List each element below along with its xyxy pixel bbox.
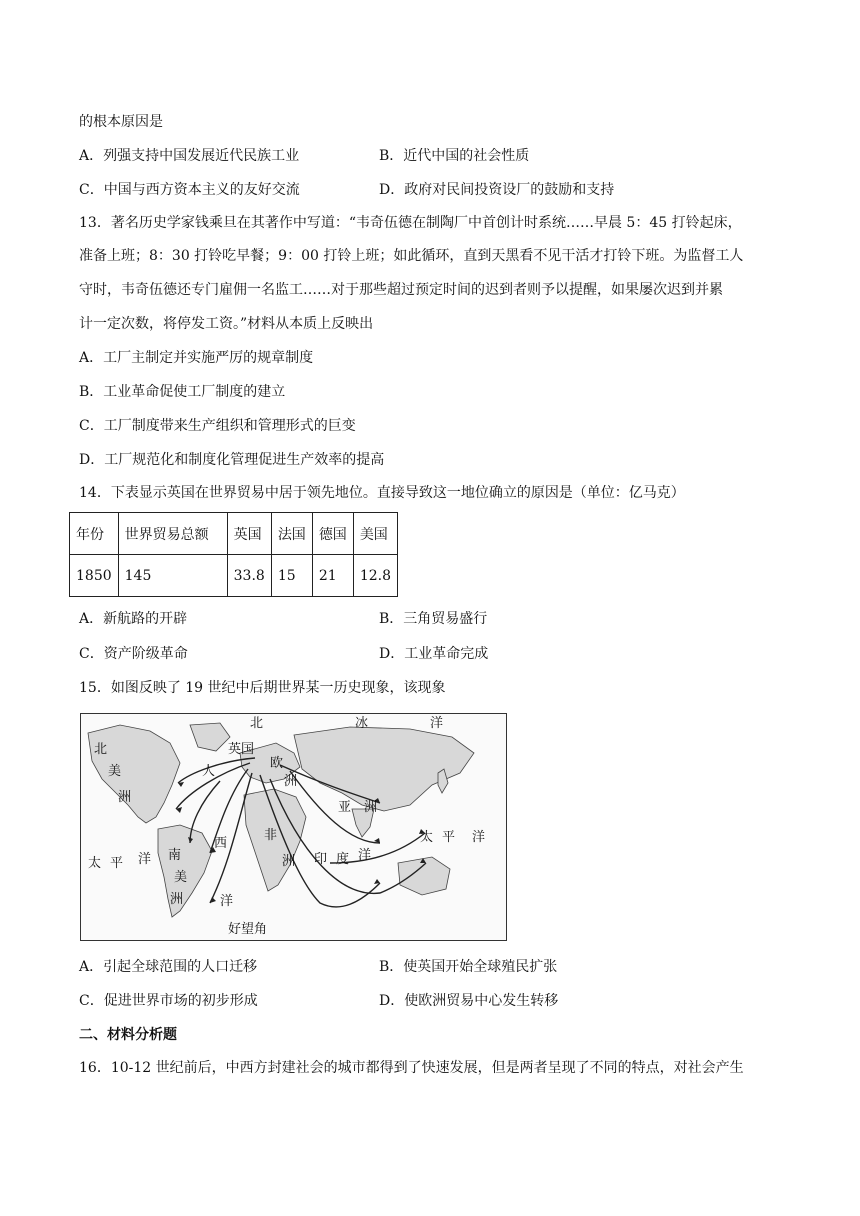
map-label-asia-1: 亚 [338, 800, 352, 815]
map-label-india: 印 [314, 852, 328, 867]
table-header-cell: 德国 [312, 513, 353, 555]
table-header-row [70, 513, 398, 555]
map-label-europe-1: 欧 [270, 756, 284, 771]
q13-option-d: D．工厂规范化和制度化管理促进生产效率的提高 [79, 452, 385, 468]
map-label-africa-2: 洲 [282, 854, 296, 869]
table-header-cell: 法国 [271, 513, 312, 555]
map-label-pacific-right-2: 平 [442, 830, 456, 845]
map-label-du: 度 [336, 852, 350, 867]
map-label-pacific-left-2: 平 [110, 856, 124, 871]
map-label-britain: 英国 [228, 742, 255, 757]
q15-option-b: B．使英国开始全球殖民扩张 [379, 959, 558, 975]
map-label-people: 人 [202, 764, 216, 779]
table-cell: 12.8 [353, 555, 397, 597]
q14-option-d: D．工业革命完成 [379, 646, 489, 662]
map-label-pacific-left-3: 洋 [138, 852, 152, 867]
q14-option-c: C．资产阶级革命 [79, 646, 188, 662]
map-label-cape: 好望角 [228, 922, 268, 937]
map-label-sa-3: 洲 [170, 892, 184, 907]
table-cell: 33.8 [227, 555, 271, 597]
map-label-west: 西 [214, 836, 228, 851]
map-label-pacific-right-3: 洋 [472, 830, 486, 845]
table-cell: 21 [312, 555, 353, 597]
map-label-africa-1: 非 [264, 828, 278, 843]
table-cell: 1850 [70, 555, 119, 597]
map-label-ice: 冰 [355, 716, 369, 731]
q13-stem-line-4: 计一定次数，将停发工资。”材料从本质上反映出 [79, 316, 374, 332]
map-label-pacific-left-1: 太 [88, 856, 102, 871]
map-label-sa-1: 南 [168, 848, 182, 863]
table-row [70, 555, 398, 597]
q14-option-a: A．新航路的开辟 [79, 611, 188, 627]
q13-option-b: B．工业革命促使工厂制度的建立 [79, 384, 286, 400]
q14-stem: 14．下表显示英国在世界贸易中居于领先地位。直接导致这一地位确立的原因是（单位：亿马克） [79, 485, 685, 501]
q12-option-a: A．列强支持中国发展近代民族工业 [79, 148, 300, 164]
q15-stem: 15．如图反映了 19 世纪中后期世界某一历史现象，该现象 [79, 680, 446, 696]
map-label-na-1: 北 [94, 742, 108, 757]
q13-option-a: A．工厂主制定并实施严厉的规章制度 [79, 350, 314, 366]
map-label-asia-2: 洲 [364, 800, 378, 815]
q13-stem-line-1: 13．著名历史学家钱乘旦在其著作中写道：“韦奇伍德在制陶厂中首创计时系统……早晨 5：45 打铃起床， [79, 215, 742, 231]
table-header-cell: 世界贸易总额 [118, 513, 227, 555]
table-cell: 145 [118, 555, 227, 597]
q13-option-c: C．工厂制度带来生产组织和管理形式的巨变 [79, 418, 356, 434]
table-cell: 15 [271, 555, 312, 597]
q13-stem-line-3: 守时，韦奇伍德还专门雇佣一名监工……对于那些超过预定时间的迟到者则予以提醒，如果屡次迟到并累 [79, 282, 723, 298]
q15-option-c: C．促进世界市场的初步形成 [79, 993, 258, 1009]
world-trade-map [80, 713, 507, 941]
section-heading: 二、材料分析题 [79, 1027, 177, 1043]
q15-option-a: A．引起全球范围的人口迁移 [79, 959, 258, 975]
map-label-north: 北 [250, 716, 264, 731]
map-label-ocean-top: 洋 [430, 716, 444, 731]
map-label-na-2: 美 [108, 764, 122, 779]
q12-option-c: C．中国与西方资本主义的友好交流 [79, 182, 300, 198]
q13-stem-line-2: 准备上班；8：30 打铃吃早餐；9：00 打铃上班；如此循环，直到天黑看不见干活才打铃下班。为监督工人 [79, 248, 744, 264]
table-header-cell: 年份 [70, 513, 119, 555]
map-label-sa-2: 美 [174, 870, 188, 885]
map-label-yang-atlantic: 洋 [220, 894, 234, 909]
trade-table [69, 512, 398, 597]
q12-option-d: D．政府对民间投资设厂的鼓励和支持 [379, 182, 615, 198]
q14-option-b: B．三角贸易盛行 [379, 611, 488, 627]
table-header-cell: 英国 [227, 513, 271, 555]
q16-stem: 16．10-12 世纪前后，中西方封建社会的城市都得到了快速发展，但是两者呈现了不同的特点，对社会产生 [79, 1060, 744, 1076]
map-label-europe-2: 洲 [284, 774, 298, 789]
intro-tail: 的根本原因是 [79, 114, 163, 130]
q15-option-d: D．使欧洲贸易中心发生转移 [379, 993, 559, 1009]
q12-option-b: B．近代中国的社会性质 [379, 148, 530, 164]
map-label-pacific-right-1: 太 [420, 830, 434, 845]
map-label-na-3: 洲 [118, 790, 132, 805]
table-header-cell: 美国 [353, 513, 397, 555]
map-label-yang: 洋 [358, 848, 372, 863]
